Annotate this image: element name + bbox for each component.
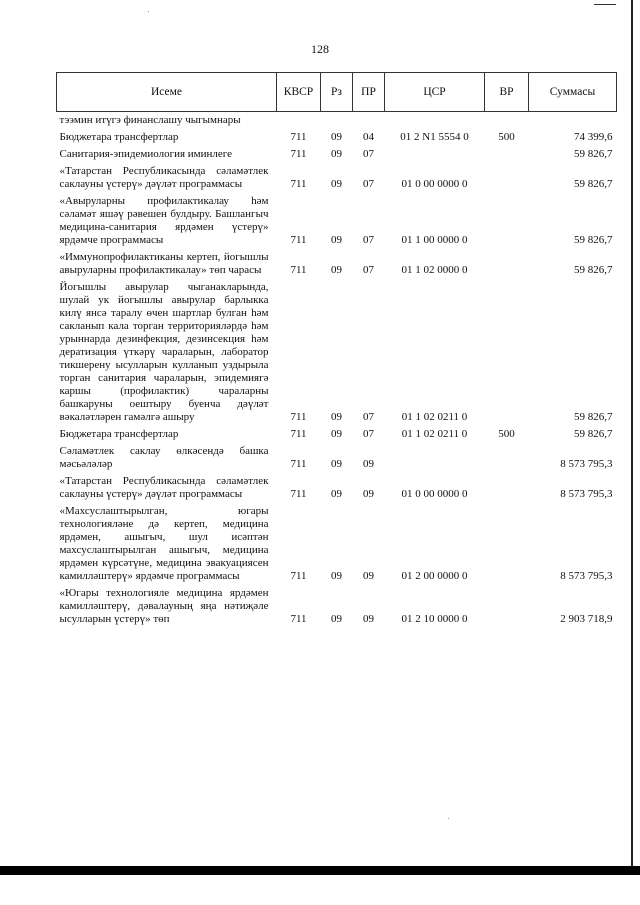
row-kvsr: 711 xyxy=(290,428,307,440)
row-csr: 01 0 00 0000 0 xyxy=(401,488,468,500)
row-sum: 59 826,7 xyxy=(574,178,613,190)
row-name: «Авыруларны профилактикалау һәм сәламәт яшәү рәвешен булдыру. Башлангыч медицина-санитария ярдәмен үстерү» ярдәмче программасы xyxy=(59,195,269,246)
row-name: Санитария-эпидемиология иминлеге xyxy=(59,148,233,160)
row-sum: 8 573 795,3 xyxy=(560,458,613,470)
table-row xyxy=(57,163,617,193)
header-sum: Суммасы xyxy=(529,73,617,112)
row-kvsr: 711 xyxy=(290,488,307,500)
row-sum: 59 826,7 xyxy=(574,411,613,423)
row-vr xyxy=(485,473,529,503)
row-csr: 01 1 02 0000 0 xyxy=(401,264,468,276)
row-rz: 09 xyxy=(331,411,342,423)
row-sum: 74 399,6 xyxy=(574,131,613,143)
row-rz: 09 xyxy=(331,131,342,143)
table-row xyxy=(57,193,617,249)
row-rz: 09 xyxy=(331,488,342,500)
row-rz: 09 xyxy=(331,148,342,160)
row-name: Бюджетара трансфертлар xyxy=(59,131,179,143)
row-vr xyxy=(485,146,529,163)
row-csr: 01 1 02 0211 0 xyxy=(401,411,468,423)
table-row xyxy=(57,503,617,585)
row-csr xyxy=(385,146,485,163)
row-name: тээмин итүгэ финанслашу чыгымнары xyxy=(59,114,241,126)
table-row xyxy=(57,249,617,279)
row-sum: 59 826,7 xyxy=(574,234,613,246)
row-rz: 09 xyxy=(331,613,342,625)
header-kvsr: КВСР xyxy=(277,73,321,112)
header-rz: Рз xyxy=(321,73,353,112)
row-csr: 01 1 02 0211 0 xyxy=(401,428,468,440)
row-kvsr: 711 xyxy=(290,458,307,470)
row-sum: 8 573 795,3 xyxy=(560,488,613,500)
row-rz: 09 xyxy=(331,264,342,276)
row-csr: 01 2 00 0000 0 xyxy=(401,570,468,582)
table-row xyxy=(57,473,617,503)
scan-right-edge xyxy=(631,0,633,868)
row-csr: 01 2 10 0000 0 xyxy=(401,613,468,625)
row-name: «Югары технологияле медицина ярдәмен камилләштерү, дәвалауның яңа нәтиҗәле ысулларын үстерү» төп xyxy=(59,587,269,625)
row-csr: 01 1 00 0000 0 xyxy=(401,234,468,246)
row-sum: 59 826,7 xyxy=(574,428,613,440)
row-vr: 500 xyxy=(498,131,515,143)
row-kvsr: 711 xyxy=(290,178,307,190)
row-pr: 07 xyxy=(363,264,374,276)
row-pr: 07 xyxy=(363,234,374,246)
row-csr: 01 2 N1 5554 0 xyxy=(400,131,469,143)
row-csr: 01 0 00 0000 0 xyxy=(401,178,468,190)
row-pr: 04 xyxy=(363,131,374,143)
row-rz xyxy=(321,112,353,130)
row-kvsr xyxy=(277,112,321,130)
table-row xyxy=(57,585,617,628)
row-pr: 07 xyxy=(363,178,374,190)
table-row xyxy=(57,112,617,130)
row-sum xyxy=(529,112,617,130)
row-name: «Махсуслаштырылган, югары технологияләне дә кертеп, медицина ярдәмен, ашыгыч, шул исәптән махсуслаштырылган ашыгыч, медицина ярдәмен күрсәтүне, медицина эвакуациясен камилләштерү» ярдәмче программасы xyxy=(59,505,269,582)
page-number: 128 xyxy=(311,42,329,56)
row-kvsr: 711 xyxy=(290,148,307,160)
scan-speck xyxy=(448,818,449,819)
row-pr: 07 xyxy=(363,148,374,160)
row-vr xyxy=(485,193,529,249)
row-rz: 09 xyxy=(331,178,342,190)
row-vr xyxy=(485,585,529,628)
row-kvsr: 711 xyxy=(290,264,307,276)
row-vr xyxy=(485,249,529,279)
row-name: Бюджетара трансфертлар xyxy=(59,428,179,440)
row-kvsr: 711 xyxy=(290,411,307,423)
row-vr xyxy=(485,503,529,585)
row-sum: 59 826,7 xyxy=(574,148,613,160)
row-pr: 07 xyxy=(363,411,374,423)
row-name: Йогышлы авырулар чыганакларында, шулай ук йогышлы авырулар барлыкка килү янсә таралу өчен шартлар булган һәм сакланып кала торган территорияләрдә һәм урыннарда дезинфекция, дезинсекция һәм дератизация үткәрү чараларын, лаборатор тикшерену ысулларын кулланып уздырыла торган санитария чараларын, эпидемиягә каршы (профилактик) чараларны башкаруны оештыру буенча дәүләт вәкаләтләрен гамәлгә ашыру xyxy=(59,281,269,423)
row-vr xyxy=(485,443,529,473)
table-header-row xyxy=(57,73,617,112)
row-kvsr: 711 xyxy=(290,131,307,143)
table-row xyxy=(57,146,617,163)
row-sum: 8 573 795,3 xyxy=(560,570,613,582)
scan-bottom-bar xyxy=(0,866,640,875)
row-name: «Татарстан Республикасында сәламәтлек саклауны үстерү» дәүләт программасы xyxy=(59,165,269,190)
row-vr xyxy=(485,112,529,130)
row-vr xyxy=(485,163,529,193)
row-rz: 09 xyxy=(331,428,342,440)
row-vr: 500 xyxy=(498,428,515,440)
row-pr xyxy=(353,112,385,130)
row-pr: 09 xyxy=(363,458,374,470)
scan-speck xyxy=(148,11,149,12)
table-row xyxy=(57,443,617,473)
table-row xyxy=(57,279,617,426)
header-pr: ПР xyxy=(353,73,385,112)
header-csr: ЦСР xyxy=(385,73,485,112)
top-edge-rule xyxy=(594,4,616,5)
row-name: «Иммунопрофилактиканы кертеп, йогышлы авыруларны профилактикалау» төп чарасы xyxy=(59,251,269,276)
row-csr xyxy=(385,443,485,473)
row-name: «Татарстан Республикасында сәламәтлек саклауны үстерү» дәүләт программасы xyxy=(59,475,269,500)
row-kvsr: 711 xyxy=(290,570,307,582)
row-kvsr: 711 xyxy=(290,613,307,625)
header-name: Исеме xyxy=(57,73,277,112)
row-rz: 09 xyxy=(331,458,342,470)
row-name: Сәламәтлек саклау өлкәсендә башка мәсьәләләр xyxy=(59,445,269,470)
row-sum: 2 903 718,9 xyxy=(560,613,613,625)
header-vr: ВР xyxy=(485,73,529,112)
row-sum: 59 826,7 xyxy=(574,264,613,276)
row-pr: 07 xyxy=(363,428,374,440)
row-csr xyxy=(385,112,485,130)
row-rz: 09 xyxy=(331,570,342,582)
row-pr: 09 xyxy=(363,488,374,500)
row-vr xyxy=(485,279,529,426)
row-pr: 09 xyxy=(363,613,374,625)
row-rz: 09 xyxy=(331,234,342,246)
row-kvsr: 711 xyxy=(290,234,307,246)
budget-table xyxy=(56,72,617,628)
table-row xyxy=(57,129,617,146)
table-row xyxy=(57,426,617,443)
row-pr: 09 xyxy=(363,570,374,582)
